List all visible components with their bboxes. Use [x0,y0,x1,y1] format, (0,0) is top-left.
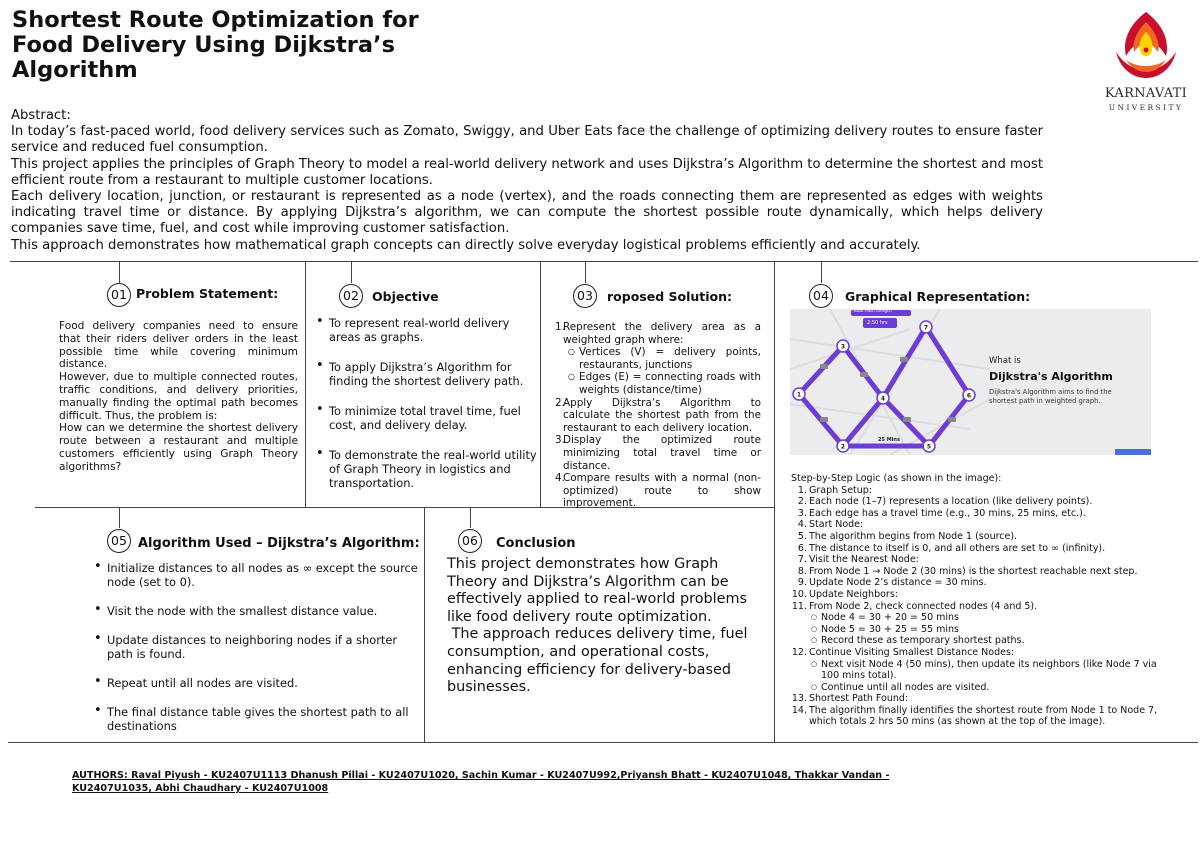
conclusion-paragraph: This project demonstrates how Graph Theory and Dijkstra’s Algorithm can be effectively applied to real-world problems like food delivery route optimization. [447,556,748,625]
step-text: Update Node 2’s distance = 30 mins. [809,577,987,589]
step-item [791,577,1151,589]
solution-step-text: Represent the delivery area as a weighted graph where: [563,321,761,346]
step-number: 11. [791,600,807,612]
step-text: Shortest Path Found: [809,693,909,705]
solution-step [555,321,761,346]
dijkstra-heading: Dijkstra's Algorithm [989,370,1113,383]
section-number-badge: 03 [573,284,597,308]
solution-step-text: Compare results with a normal (non-optimized) route to show improvement. [563,472,761,510]
step-number: 9. [797,577,807,589]
svg-text:1: 1 [796,391,802,399]
objective-item: • To apply Dijkstra’s Algorithm for finding the shortest delivery path. [315,360,537,388]
abstract-paragraph: Each delivery location, junction, or restaurant is represented as a node (vertex), and the roads connecting them are represented as edges with weights indicating travel time or distance. By applying Dijkstra’s algorithm, we can compute the shortest possible route dynamically, which helps delivery companies save time, fuel, and cost while improving customer satisfaction. [11,189,1043,237]
step-item [791,693,1151,705]
section-title: Algorithm Used – Dijkstra’s Algorithm: [138,536,420,551]
step-item [791,519,1151,531]
step-item [791,589,1151,601]
solution-step [555,472,761,510]
solution-subitem: ○ Vertices (V) = delivery points, restaurants, junctions [555,346,761,371]
conclusion-body [447,556,767,697]
objective-item: • To demonstrate the real-world utility of Graph Theory in logistics and transportation. [315,448,537,490]
solution-step [555,397,761,435]
lotus-emblem-icon [1112,6,1180,86]
step-text: Each edge has a travel time (e.g., 30 mins, 25 mins, etc.). [809,507,1086,519]
step-item [791,704,1158,717]
algorithm-steps-list [93,561,423,748]
step-item [791,496,1151,508]
step-text: From Node 2, check connected nodes (4 and 5). [809,600,1038,612]
objective-item: • To represent real-world delivery areas as graphs. [315,316,537,344]
svg-text:7: 7 [923,324,929,332]
algorithm-step: • Repeat until all nodes are visited. [93,676,423,690]
step-number: 10. [791,588,807,600]
svg-text:2: 2 [840,443,846,451]
step-number: 7. [797,554,807,566]
step-number: 2. [797,496,807,508]
top-divider [10,261,1198,262]
problem-statement-body [59,320,298,474]
connector-line [585,262,586,283]
step-subitem: ○ Record these as temporary shortest paths. [791,635,1151,647]
step-text: Each node (1–7) represents a location (like delivery points). [809,496,1093,508]
svg-text:3: 3 [840,343,846,351]
step-subitem: ○ Continue until all nodes are visited. [791,682,1151,694]
step-item [791,485,1151,497]
what-is-label: What is [989,356,1021,366]
step-item [791,601,1151,613]
abstract-paragraph: This project applies the principles of Graph Theory to model a real-world delivery network and uses Dijkstra’s Algorithm to determine the shortest and most efficient route from a restaurant to multiple customer locations. [11,156,1043,188]
step-number: 12. [791,646,807,658]
step-item [791,508,1151,520]
total-path-value: 2:50 hrs [867,320,888,326]
algorithm-step: • Visit the node with the smallest distance value. [93,604,423,618]
proposed-solution-body [555,321,761,510]
section-number-badge: 01 [107,283,131,307]
university-name: KARNAVATI [1104,86,1188,101]
step-subitem: ○ Node 4 = 30 + 20 = 50 mins [791,612,1151,624]
authors-line: AUTHORS: Raval Piyush - KU2407U1113 Dhanush Pillai - KU2407U1020, Sachin Kumar - KU2407U992,Priyansh Bhatt - KU2407U1048, Thakkar Vandan - KU2407U1035, Abhi Chaudhary - KU2407U1008 [72,770,890,795]
poster-title [12,8,472,83]
section-number-badge: 04 [809,284,833,308]
section-number-badge: 02 [339,284,363,308]
step-text: The algorithm begins from Node 1 (source). [809,530,1018,542]
step-text: Update Neighbors: [809,588,898,600]
step-text: The algorithm finally identifies the shortest route from Node 1 to Node 7, [809,704,1158,716]
section-title: Objective [372,289,439,304]
university-subtitle: UNIVERSITY [1108,103,1184,112]
connector-line [119,508,120,528]
step-continuation: 100 mins total). [821,670,897,682]
objective-item: • To minimize total travel time, fuel cost, and delivery delay. [315,404,537,432]
step-subitem: ○ Node 5 = 30 + 25 = 55 mins [791,624,1151,636]
step-text: The distance to itself is 0, and all others are set to ∞ (infinity). [809,542,1106,554]
solution-subitem: ○ Edges (E) = connecting roads with weights (distance/time) [555,371,761,396]
solution-step [555,434,761,472]
section-title: Graphical Representation: [845,289,1031,304]
connector-line [821,262,822,283]
column-divider [774,261,775,742]
section-number-badge: 06 [458,529,482,553]
dijkstra-graph-illustration [790,309,1151,455]
abstract-heading: Abstract: [11,108,71,123]
step-subitem: ○ Next visit Node 4 (50 mins), then update its neighbors (like Node 7 via [791,659,1151,671]
solution-step-number: 3. [555,434,565,447]
step-text: Start Node: [809,519,864,531]
poster-title-line: Algorithm [12,57,138,83]
university-logo [1098,6,1194,114]
edge-weight-label: 25 Mins [878,437,900,443]
solution-step-text: Apply Dijkstra’s Algorithm to calculate the shortest path from the restaurant to each delivery location. [563,396,761,434]
poster-title-line: Shortest Route Optimization for [12,7,419,33]
abstract [11,108,1043,254]
step-number: 5. [797,530,807,542]
abstract-paragraph: In today’s fast-paced world, food delivery services such as Zomato, Swiggy, and Uber Eats face the challenge of optimizing delivery routes to ensure faster service and reduced fuel consumption. [11,124,1043,156]
objective-list [315,316,537,506]
svg-text:5: 5 [926,443,932,451]
step-text: Visit the Nearest Node: [809,554,919,566]
step-item [791,543,1151,555]
algorithm-step: • The final distance table gives the shortest path to all destinations [93,705,423,733]
section-title: Problem Statement: [136,286,279,301]
step-number: 13. [791,693,807,705]
step-by-step-logic [791,473,1158,728]
problem-paragraph: Food delivery companies need to ensure that their riders deliver orders in the least possible time while covering minimum distance. [59,320,298,371]
dijkstra-description: Dijkstra's Algorithm aims to find the shortest path in weighted graph. [989,388,1112,405]
svg-text:6: 6 [966,392,972,400]
poster-title-line: Food Delivery Using Dijkstra’s [12,32,395,58]
section-title: roposed Solution: [607,289,733,304]
step-item [791,531,1151,543]
step-continuation: which totals 2 hrs 50 mins (as shown at the top of the image). [809,716,1106,728]
steps-heading: Step-by-Step Logic (as shown in the image): [791,473,1002,484]
step-item [791,554,1151,566]
connector-line [119,262,120,283]
step-number: 3. [797,507,807,519]
algorithm-step: • Update distances to neighboring nodes if a shorter path is found. [93,633,423,661]
svg-text:4: 4 [880,395,886,403]
section-number-badge: 05 [107,529,131,553]
abstract-paragraph: This approach demonstrates how mathematical graph concepts can directly solve everyday logistical problems efficiently and accurately. [11,237,921,253]
step-text: Graph Setup: [809,484,873,496]
column-divider [305,261,306,507]
column-divider [424,507,425,742]
step-number: 6. [797,542,807,554]
solution-step-number: 1. [555,321,565,333]
solution-step-number: 4. [555,472,565,485]
problem-paragraph: However, due to multiple connected routes, traffic conditions, and delivery priorities, manually finding the optimal path becomes difficult. Thus, the problem is: [59,371,298,422]
problem-paragraph: How can we determine the shortest delivery route between a restaurant and multiple customers efficiently using Graph Theory algorithms? [59,422,298,473]
conclusion-paragraph: The approach reduces delivery time, fuel consumption, and operational costs, enhancing efficiency for delivery-based businesses. [447,626,753,696]
step-number: 4. [797,519,807,531]
step-number: 14. [791,704,807,716]
step-number: 8. [797,565,807,577]
total-path-label: Total Path Length [853,309,892,314]
step-item [791,647,1151,659]
column-divider [540,261,541,507]
algorithm-step: • Initialize distances to all nodes as ∞ except the source node (set to 0). [93,561,423,589]
section-title: Conclusion [496,536,576,551]
step-item [791,566,1151,578]
step-text: From Node 1 → Node 2 (30 mins) is the shortest reachable next step. [809,565,1138,577]
connector-line [470,508,471,528]
connector-line [351,262,352,283]
solution-step-number: 2. [555,396,565,409]
solution-step-text: Display the optimized route minimizing total travel time or distance. [563,434,761,472]
step-text: Continue Visiting Smallest Distance Nodes: [809,646,1015,658]
step-number: 1. [797,484,807,496]
